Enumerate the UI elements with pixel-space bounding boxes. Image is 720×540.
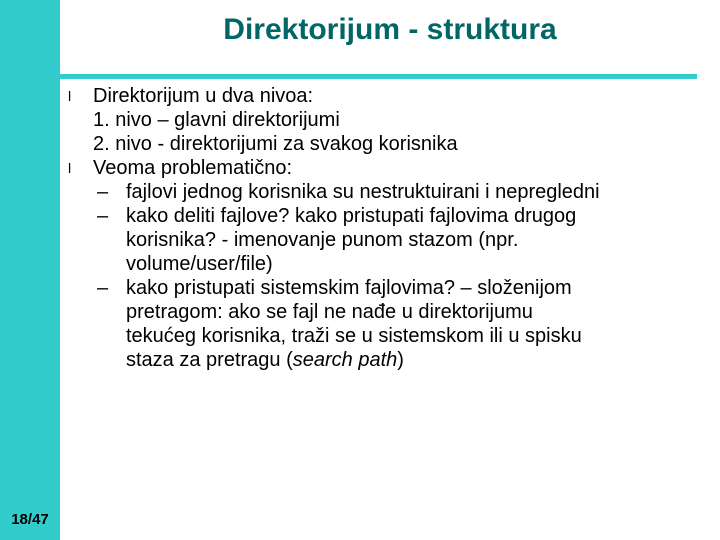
bullet-text-line: 2. nivo - direktorijumi za svakog korisnika (93, 133, 458, 155)
dash-icon: – (97, 181, 109, 203)
slide-title: Direktorijum - struktura (223, 13, 557, 46)
sub-bullet-item-3 (68, 276, 708, 372)
bullet-item-2 (68, 156, 708, 180)
page-number: 18/47 (11, 511, 49, 528)
sub-bullet-text-line: kako deliti fajlove? kako pristupati fajlovima drugog (126, 205, 577, 227)
sub-bullet-item-2 (68, 204, 708, 276)
side-bar (0, 0, 60, 540)
sub-bullet-text-line: kako pristupati sistemskim fajlovima? – složenijom (126, 277, 572, 299)
sub-bullet-text-line: volume/user/file) (126, 253, 273, 275)
bullet-icon: l (68, 88, 72, 104)
italic-term: search path (292, 349, 398, 371)
sub-bullet-text-line: fajlovi jednog korisnika su nestruktuirani i nepregledni (126, 181, 600, 203)
bullet-item-1 (68, 84, 708, 156)
sub-bullet-text-line: pretragom: ako se fajl ne nađe u direktorijumu (126, 301, 533, 323)
bullet-icon: l (68, 160, 72, 176)
dash-icon: – (97, 205, 109, 227)
sub-bullet-text-line: korisnika? - imenovanje punom stazom (npr. (126, 229, 519, 251)
sub-bullet-text-line (126, 348, 708, 372)
text-after-italic: ) (397, 349, 404, 371)
text-before-italic: staza za pretragu ( (126, 349, 293, 371)
title-divider (60, 74, 697, 79)
bullet-text-line: Veoma problematično: (93, 157, 293, 179)
slide-content (68, 84, 708, 372)
sub-bullet-item-1 (68, 180, 708, 204)
dash-icon: – (97, 277, 109, 299)
bullet-text-line: Direktorijum u dva nivoa: (93, 85, 314, 107)
sub-bullet-text-line: tekućeg korisnika, traži se u sistemskom ili u spisku (126, 325, 582, 347)
bullet-text-line: 1. nivo – glavni direktorijumi (93, 109, 340, 131)
